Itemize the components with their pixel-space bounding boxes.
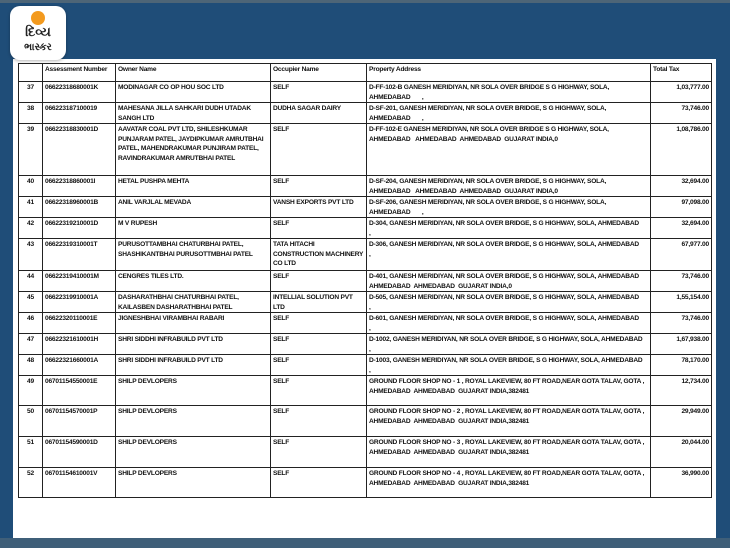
sr-no-cell: 48 [19, 355, 43, 376]
total-tax-cell: 73,746.00 [651, 313, 712, 334]
owner-name-cell: SHILP DEVLOPERS [116, 376, 271, 406]
occupier-name-cell: SELF [271, 218, 367, 239]
owner-name-cell: SHRI SIDDHI INFRABUILD PVT LTD [116, 334, 271, 355]
table-header-row [19, 64, 712, 82]
sr-no-cell: 42 [19, 218, 43, 239]
owner-name-cell: MAHESANA JILLA SAHKARI DUDH UTADAK SANGH LTD [116, 103, 271, 124]
occupier-name-cell: SELF [271, 313, 367, 334]
divya-bhaskar-logo [10, 6, 66, 60]
total-tax-cell: 1,55,154.00 [651, 292, 712, 313]
occupier-name-cell: SELF [271, 468, 367, 498]
total-tax-cell: 67,977.00 [651, 239, 712, 271]
sr-no-cell: 45 [19, 292, 43, 313]
assessment-number-cell: 06701154590001D [43, 437, 116, 468]
owner-name-cell: SHILP DEVLOPERS [116, 468, 271, 498]
occupier-name-cell: SELF [271, 437, 367, 468]
occupier-name-cell: SELF [271, 82, 367, 103]
total-tax-cell: 20,044.00 [651, 437, 712, 468]
occupier-name-cell: VANSH EXPORTS PVT LTD [271, 197, 367, 218]
table-row [19, 313, 712, 334]
occupier-name-cell: SELF [271, 176, 367, 197]
total-tax-cell: 29,949.00 [651, 406, 712, 437]
property-address-cell: D-401, GANESH MERIDIYAN, NR SOLA OVER BRIDGE, S G HIGHWAY, SOLA, AHMEDABAD AHMEDABAD AHMEDABAD GUJARAT INDIA,0 [367, 271, 651, 292]
header-assessment-number: Assessment Number [43, 64, 116, 82]
sr-no-cell: 37 [19, 82, 43, 103]
occupier-name-cell: TATA HITACHI CONSTRUCTION MACHINERY CO LTD [271, 239, 367, 271]
occupier-name-cell: SELF [271, 406, 367, 437]
owner-name-cell: AAVATAR COAL PVT LTD, SHILESHKUMAR PUNJARAM PATEL, JAYDIPKUMAR AMRUTBHAI PATEL, MAHENDRAKUMAR PUNJIRAM PATEL, RAVINDRAKUMAR AMRUTBHAI PATEL [116, 124, 271, 176]
property-address-cell: D-FF-102-E GANESH MERIDIYAN, NR SOLA OVER BRIDGE S G HIGHWAY, SOLA, AHMEDABAD AHMEDABAD AHMEDABAD GUJARAT INDIA,0 [367, 124, 651, 176]
assessment-number-cell: 06622318860001I [43, 176, 116, 197]
total-tax-cell: 32,694.00 [651, 218, 712, 239]
sr-no-cell: 40 [19, 176, 43, 197]
table-row [19, 103, 712, 124]
sr-no-cell: 46 [19, 313, 43, 334]
assessment-number-cell: 06701154550001E [43, 376, 116, 406]
table-row [19, 239, 712, 271]
table-row [19, 176, 712, 197]
sr-no-cell: 39 [19, 124, 43, 176]
table-row [19, 355, 712, 376]
occupier-name-cell: SELF [271, 376, 367, 406]
header-occupier-name: Occupier Name [271, 64, 367, 82]
total-tax-cell: 78,170.00 [651, 355, 712, 376]
property-address-cell: D-SF-204, GANESH MERIDIYAN, NR SOLA OVER BRIDGE, S G HIGHWAY, SOLA, AHMEDABAD AHMEDABAD AHMEDABAD GUJARAT INDIA,0 [367, 176, 651, 197]
property-address-cell: GROUND FLOOR SHOP NO - 3 , ROYAL LAKEVIEW, 80 FT ROAD,NEAR GOTA TALAV, GOTA , AHMEDABAD AHMEDABAD GUJARAT INDIA,382481 [367, 437, 651, 468]
assessment-number-cell: 06701154610001V [43, 468, 116, 498]
sr-no-cell: 47 [19, 334, 43, 355]
assessment-number-cell: 06622319210001D [43, 218, 116, 239]
occupier-name-cell: DUDHA SAGAR DAIRY [271, 103, 367, 124]
owner-name-cell: JIGNESHBHAI VIRAMBHAI RABARI [116, 313, 271, 334]
owner-name-cell: SHRI SIDDHI INFRABUILD PVT LTD [116, 355, 271, 376]
owner-name-cell: SHILP DEVLOPERS [116, 406, 271, 437]
total-tax-cell: 97,098.00 [651, 197, 712, 218]
table-row [19, 334, 712, 355]
property-address-cell: D-SF-206, GANESH MERIDIYAN, NR SOLA OVER BRIDGE, S G HIGHWAY, SOLA, AHMEDABAD , [367, 197, 651, 218]
sr-no-cell: 41 [19, 197, 43, 218]
owner-name-cell: CENGRES TILES LTD. [116, 271, 271, 292]
assessment-number-cell: 06622321610001H [43, 334, 116, 355]
assessment-number-cell: 06622318680001K [43, 82, 116, 103]
owner-name-cell: MODINAGAR CO OP HOU SOC LTD [116, 82, 271, 103]
sr-no-cell: 49 [19, 376, 43, 406]
sr-no-cell: 50 [19, 406, 43, 437]
occupier-name-cell: SELF [271, 124, 367, 176]
total-tax-cell: 73,746.00 [651, 103, 712, 124]
sr-no-cell: 52 [19, 468, 43, 498]
property-address-cell: D-306, GANESH MERIDIYAN, NR SOLA OVER BRIDGE, S G HIGHWAY, SOLA, AHMEDABAD , [367, 239, 651, 271]
assessment-number-cell: 06701154570001P [43, 406, 116, 437]
property-address-cell: D-601, GANESH MERIDIYAN, NR SOLA OVER BRIDGE, S G HIGHWAY, SOLA, AHMEDABAD , [367, 313, 651, 334]
property-address-cell: D-1002, GANESH MERIDIYAN, NR SOLA OVER BRIDGE, S G HIGHWAY, SOLA, AHMEDABAD , [367, 334, 651, 355]
assessment-number-cell: 06622318960001B [43, 197, 116, 218]
occupier-name-cell: SELF [271, 334, 367, 355]
owner-name-cell: HETAL PUSHPA MEHTA [116, 176, 271, 197]
sr-no-cell: 43 [19, 239, 43, 271]
total-tax-cell: 12,734.00 [651, 376, 712, 406]
sr-no-cell: 44 [19, 271, 43, 292]
total-tax-cell: 1,08,786.00 [651, 124, 712, 176]
table-row [19, 218, 712, 239]
assessment-number-cell: 06622318830001D [43, 124, 116, 176]
bottom-border [0, 538, 730, 548]
total-tax-cell: 1,67,938.00 [651, 334, 712, 355]
total-tax-cell: 32,694.00 [651, 176, 712, 197]
property-tax-table [18, 63, 712, 498]
owner-name-cell: M V RUPESH [116, 218, 271, 239]
table-row [19, 271, 712, 292]
table-row [19, 376, 712, 406]
table-row [19, 437, 712, 468]
total-tax-cell: 1,03,777.00 [651, 82, 712, 103]
table-row [19, 124, 712, 176]
sun-icon [31, 11, 45, 25]
assessment-number-cell: 06622321660001A [43, 355, 116, 376]
logo-text-line1: દિવ્ય [25, 25, 51, 40]
property-address-cell: GROUND FLOOR SHOP NO - 4 , ROYAL LAKEVIEW, 80 FT ROAD,NEAR GOTA TALAV, GOTA , AHMEDABAD AHMEDABAD GUJARAT INDIA,382481 [367, 468, 651, 498]
property-address-cell: GROUND FLOOR SHOP NO - 2 , ROYAL LAKEVIEW, 80 FT ROAD,NEAR GOTA TALAV, GOTA , AHMEDABAD AHMEDABAD GUJARAT INDIA,382481 [367, 406, 651, 437]
table-row [19, 292, 712, 313]
logo-text-line2: ભાસ્કર [24, 42, 52, 53]
total-tax-cell: 73,746.00 [651, 271, 712, 292]
occupier-name-cell: SELF [271, 271, 367, 292]
owner-name-cell: DASHARATHBHAI CHATURBHAI PATEL, KAILASBEN DASHARATHBHAI PATEL [116, 292, 271, 313]
table-row [19, 82, 712, 103]
assessment-number-cell: 06622319310001T [43, 239, 116, 271]
property-address-cell: GROUND FLOOR SHOP NO - 1 , ROYAL LAKEVIEW, 80 FT ROAD,NEAR GOTA TALAV, GOTA , AHMEDABAD AHMEDABAD GUJARAT INDIA,382481 [367, 376, 651, 406]
owner-name-cell: SHILP DEVLOPERS [116, 437, 271, 468]
property-address-cell: D-304, GANESH MERIDIYAN, NR SOLA OVER BRIDGE, S G HIGHWAY, SOLA, AHMEDABAD , [367, 218, 651, 239]
property-address-cell: D-SF-201, GANESH MERIDIYAN, NR SOLA OVER BRIDGE, S G HIGHWAY, SOLA, AHMEDABAD , [367, 103, 651, 124]
sr-no-cell: 51 [19, 437, 43, 468]
owner-name-cell: PURUSOTTAMBHAI CHATURBHAI PATEL, SHASHIKANTBHAI PURUSOTTMBHAI PATEL [116, 239, 271, 271]
occupier-name-cell: INTELLIAL SOLUTION PVT LTD [271, 292, 367, 313]
top-border [0, 0, 730, 3]
table-row [19, 468, 712, 498]
occupier-name-cell: SELF [271, 355, 367, 376]
sr-no-cell: 38 [19, 103, 43, 124]
owner-name-cell: ANIL VARJLAL MEVADA [116, 197, 271, 218]
header-sr-no [19, 64, 43, 82]
assessment-number-cell: 06622319910001A [43, 292, 116, 313]
assessment-number-cell: 06622320110001E [43, 313, 116, 334]
table-row [19, 197, 712, 218]
property-address-cell: D-FF-102-B GANESH MERIDIYAN, NR SOLA OVER BRIDGE S G HIGHWAY, SOLA, AHMEDABAD , [367, 82, 651, 103]
assessment-number-cell: 06622319410001M [43, 271, 116, 292]
property-address-cell: D-1003, GANESH MERIDIYAN, NR SOLA OVER BRIDGE, S G HIGHWAY, SOLA, AHMEDABAD , [367, 355, 651, 376]
table-row [19, 406, 712, 437]
header-owner-name: Owner Name [116, 64, 271, 82]
header-total-tax: Total Tax [651, 64, 712, 82]
assessment-number-cell: 066223187100019 [43, 103, 116, 124]
header-property-address: Property Address [367, 64, 651, 82]
property-address-cell: D-505, GANESH MERIDIYAN, NR SOLA OVER BRIDGE, S G HIGHWAY, SOLA, AHMEDABAD , [367, 292, 651, 313]
total-tax-cell: 36,990.00 [651, 468, 712, 498]
